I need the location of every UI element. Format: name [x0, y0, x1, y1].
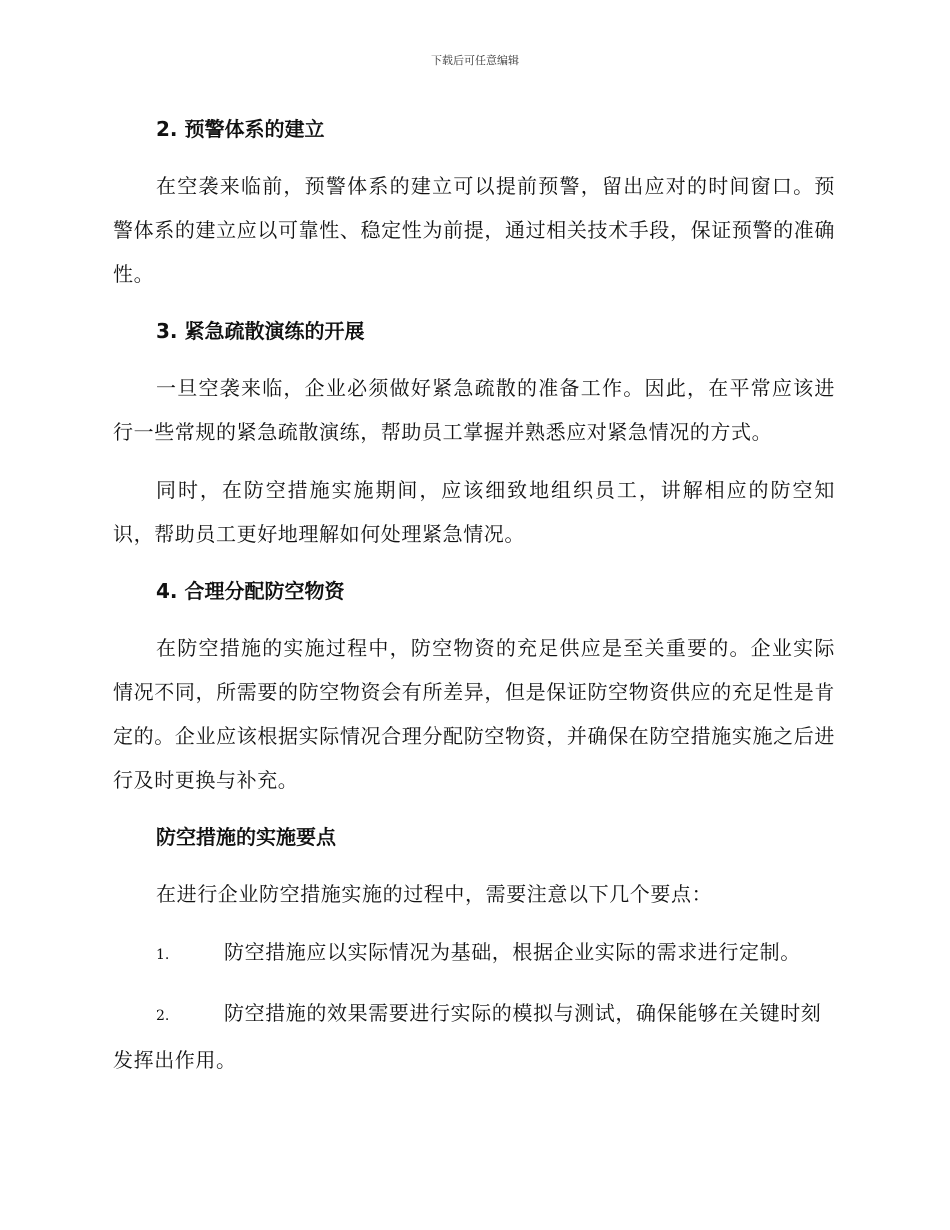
paragraph-evacuation-drill: 一旦空袭来临，企业必须做好紧急疏散的准备工作。因此，在平常应该进行一些常规的紧急疏散演练，帮助员工掌握并熟悉应对紧急情况的方式。	[113, 376, 835, 444]
section-heading-supplies: 4. 合理分配防空物资	[156, 579, 345, 603]
page-header: 下载后可任意编辑	[431, 54, 519, 67]
list-item-number: 2.	[156, 1008, 170, 1024]
document-body	[113, 106, 835, 1082]
section-heading-evacuation-drill: 3. 紧急疏散演练的开展	[156, 319, 365, 343]
list-item-text: 防空措施应以实际情况为基础，根据企业实际的需求进行定制。	[224, 940, 801, 964]
paragraph-early-warning: 在空袭来临前，预警体系的建立可以提前预警，留出应对的时间窗口。预警体系的建立应以可靠性、稳定性为前提，通过相关技术手段，保证预警的准确性。	[113, 174, 835, 286]
list-item-number: 1.	[156, 947, 170, 963]
section-heading-key-points: 防空措施的实施要点	[156, 825, 336, 849]
list-item	[113, 991, 835, 1082]
paragraph-supplies: 在防空措施的实施过程中，防空物资的充足供应是至关重要的。企业实际情况不同，所需要的防空物资会有所差异，但是保证防空物资供应的充足性是肯定的。企业应该根据实际情况合理分配防空物资，并确保在防空措施实施之后进行及时更换与补充。	[113, 636, 835, 792]
paragraph-key-points-intro: 在进行企业防空措施实施的过程中，需要注意以下几个要点：	[156, 882, 713, 906]
list-item-text: 防空措施的效果需要进行实际的模拟与测试，确保能够在关键时刻发挥出作用。	[113, 1001, 822, 1072]
section-heading-early-warning: 2. 预警体系的建立	[156, 117, 325, 141]
list-item	[113, 930, 835, 977]
paragraph-air-defense-training: 同时，在防空措施实施期间，应该细致地组织员工，讲解相应的防空知识，帮助员工更好地理解如何处理紧急情况。	[113, 478, 835, 546]
